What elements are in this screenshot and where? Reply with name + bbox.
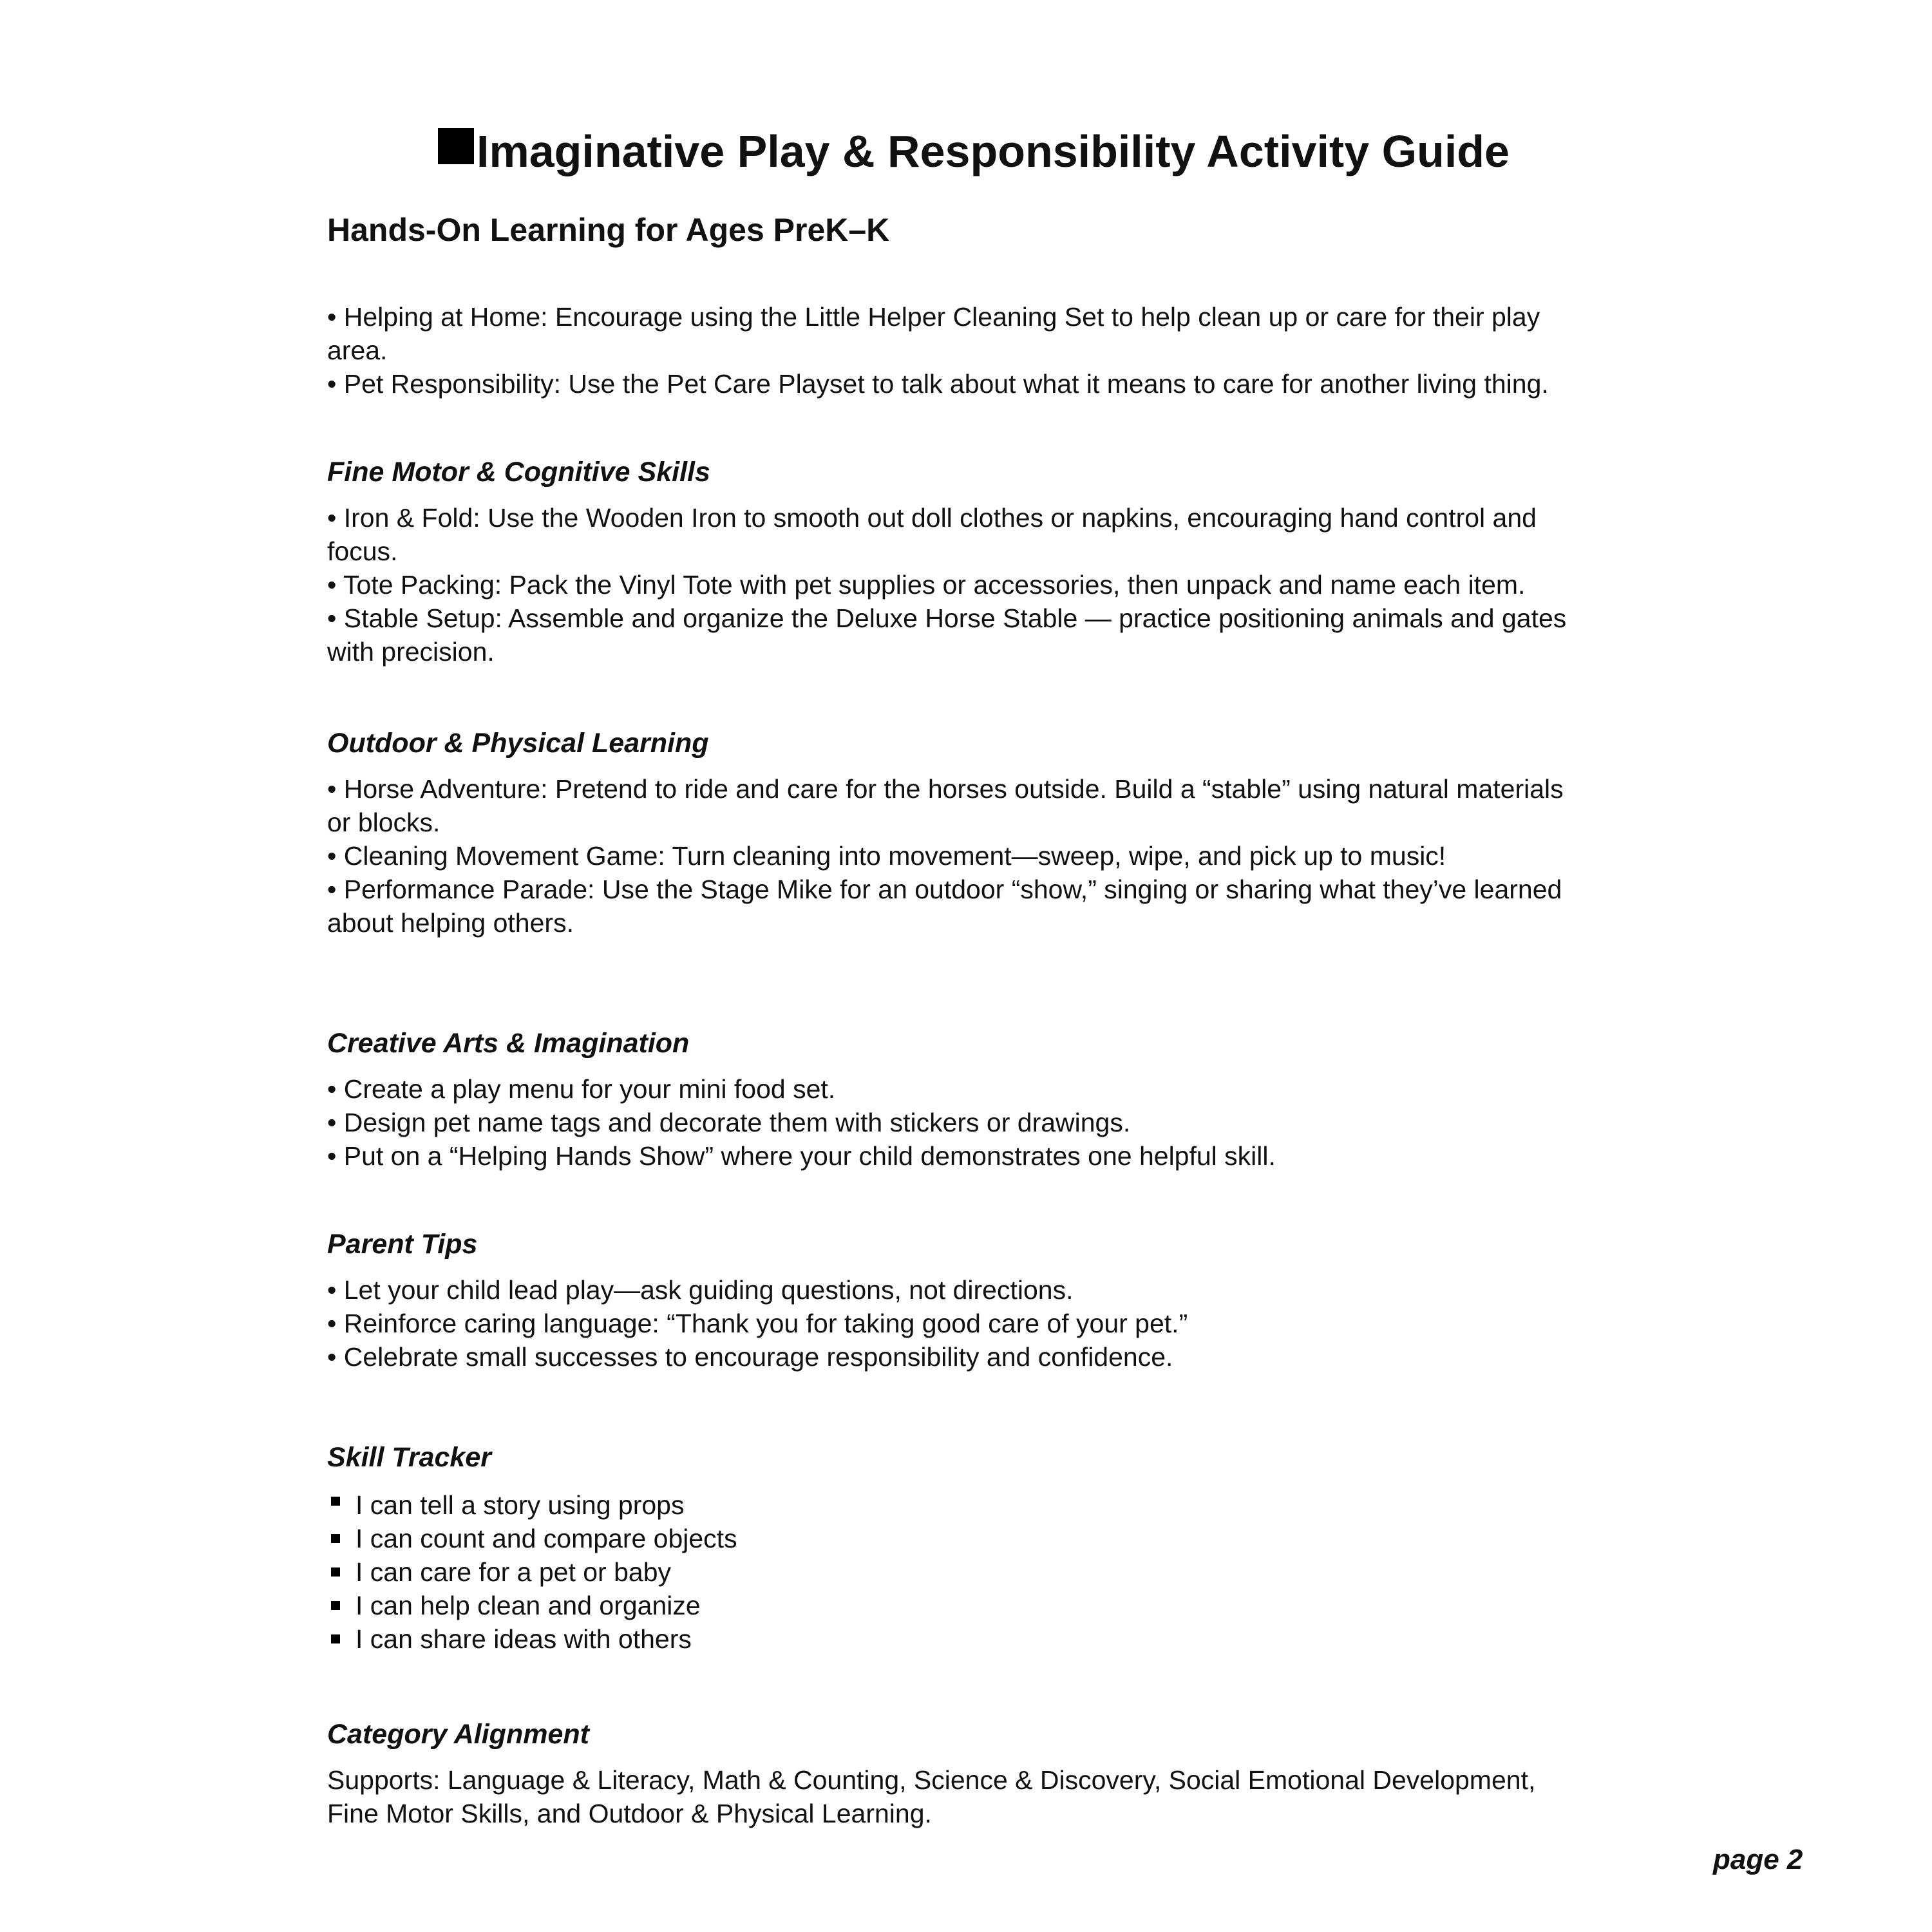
section-heading-skill-tracker: Skill Tracker xyxy=(327,1442,491,1473)
parent-tips-section xyxy=(327,1273,1622,1374)
intro-line: area. xyxy=(327,336,388,365)
creative-line: • Design pet name tags and decorate them with stickers or drawings. xyxy=(327,1108,1131,1137)
page-subtitle: Hands-On Learning for Ages PreK–K xyxy=(327,212,890,248)
skill-tracker-label: I can tell a story using props xyxy=(355,1490,685,1520)
parent-tip-line: • Reinforce caring language: “Thank you for taking good care of your pet.” xyxy=(327,1309,1188,1338)
creative-section xyxy=(327,1072,1622,1173)
skill-tracker-item xyxy=(327,1488,1622,1522)
section-heading-outdoor: Outdoor & Physical Learning xyxy=(327,728,709,759)
category-line: Fine Motor Skills, and Outdoor & Physical Learning. xyxy=(327,1799,932,1828)
checkbox-square-icon xyxy=(331,1534,340,1543)
intro-section xyxy=(327,300,1622,401)
outdoor-line: about helping others. xyxy=(327,908,574,938)
outdoor-line: • Performance Parade: Use the Stage Mike for an outdoor “show,” singing or sharing what they’ve learned xyxy=(327,875,1562,904)
skill-tracker-item xyxy=(327,1522,1622,1555)
fine-motor-section xyxy=(327,501,1622,668)
category-section xyxy=(327,1763,1622,1830)
checkbox-square-icon xyxy=(331,1567,340,1577)
creative-line: • Put on a “Helping Hands Show” where your child demonstrates one helpful skill. xyxy=(327,1141,1276,1171)
parent-tip-line: • Let your child lead play—ask guiding questions, not directions. xyxy=(327,1275,1074,1305)
section-heading-category: Category Alignment xyxy=(327,1719,589,1750)
parent-tip-line: • Celebrate small successes to encourage responsibility and confidence. xyxy=(327,1342,1173,1372)
skill-tracker-item xyxy=(327,1622,1622,1656)
outdoor-line: • Cleaning Movement Game: Turn cleaning into movement—sweep, wipe, and pick up to music! xyxy=(327,841,1446,871)
category-line: Supports: Language & Literacy, Math & Counting, Science & Discovery, Social Emotional Development, xyxy=(327,1765,1536,1795)
skill-tracker-label: I can care for a pet or baby xyxy=(355,1557,671,1587)
checkbox-square-icon xyxy=(331,1634,340,1643)
checkbox-square-icon xyxy=(331,1601,340,1610)
creative-line: • Create a play menu for your mini food set. xyxy=(327,1074,836,1104)
fine-motor-line: focus. xyxy=(327,536,398,566)
section-heading-parent-tips: Parent Tips xyxy=(327,1229,478,1260)
page-title xyxy=(438,122,1597,180)
fine-motor-line: • Stable Setup: Assemble and organize the Deluxe Horse Stable — practice positioning animals and gates xyxy=(327,603,1567,633)
intro-line: • Pet Responsibility: Use the Pet Care Playset to talk about what it means to care for another living thing. xyxy=(327,369,1549,399)
intro-line: • Helping at Home: Encourage using the Little Helper Cleaning Set to help clean up or care for their play xyxy=(327,302,1540,332)
fine-motor-line: • Tote Packing: Pack the Vinyl Tote with pet supplies or accessories, then unpack and name each item. xyxy=(327,570,1526,600)
section-heading-creative: Creative Arts & Imagination xyxy=(327,1028,690,1059)
outdoor-line: • Horse Adventure: Pretend to ride and care for the horses outside. Build a “stable” using natural materials xyxy=(327,774,1564,804)
skill-tracker-label: I can help clean and organize xyxy=(355,1591,701,1620)
section-heading-fine-motor: Fine Motor & Cognitive Skills xyxy=(327,457,710,488)
fine-motor-line: with precision. xyxy=(327,637,495,667)
checkbox-square-icon xyxy=(331,1497,340,1506)
page-number: page 2 xyxy=(1713,1844,1803,1875)
skill-tracker-label: I can count and compare objects xyxy=(355,1524,737,1553)
square-bullet-icon xyxy=(438,128,474,164)
page-title-text: Imaginative Play & Responsibility Activity Guide xyxy=(477,126,1510,176)
skill-tracker-list xyxy=(327,1488,1622,1656)
outdoor-section xyxy=(327,772,1622,940)
skill-tracker-item xyxy=(327,1555,1622,1589)
outdoor-line: or blocks. xyxy=(327,808,440,837)
fine-motor-line: • Iron & Fold: Use the Wooden Iron to smooth out doll clothes or napkins, encouraging hand control and xyxy=(327,503,1537,533)
skill-tracker-item xyxy=(327,1589,1622,1622)
skill-tracker-label: I can share ideas with others xyxy=(355,1624,692,1654)
